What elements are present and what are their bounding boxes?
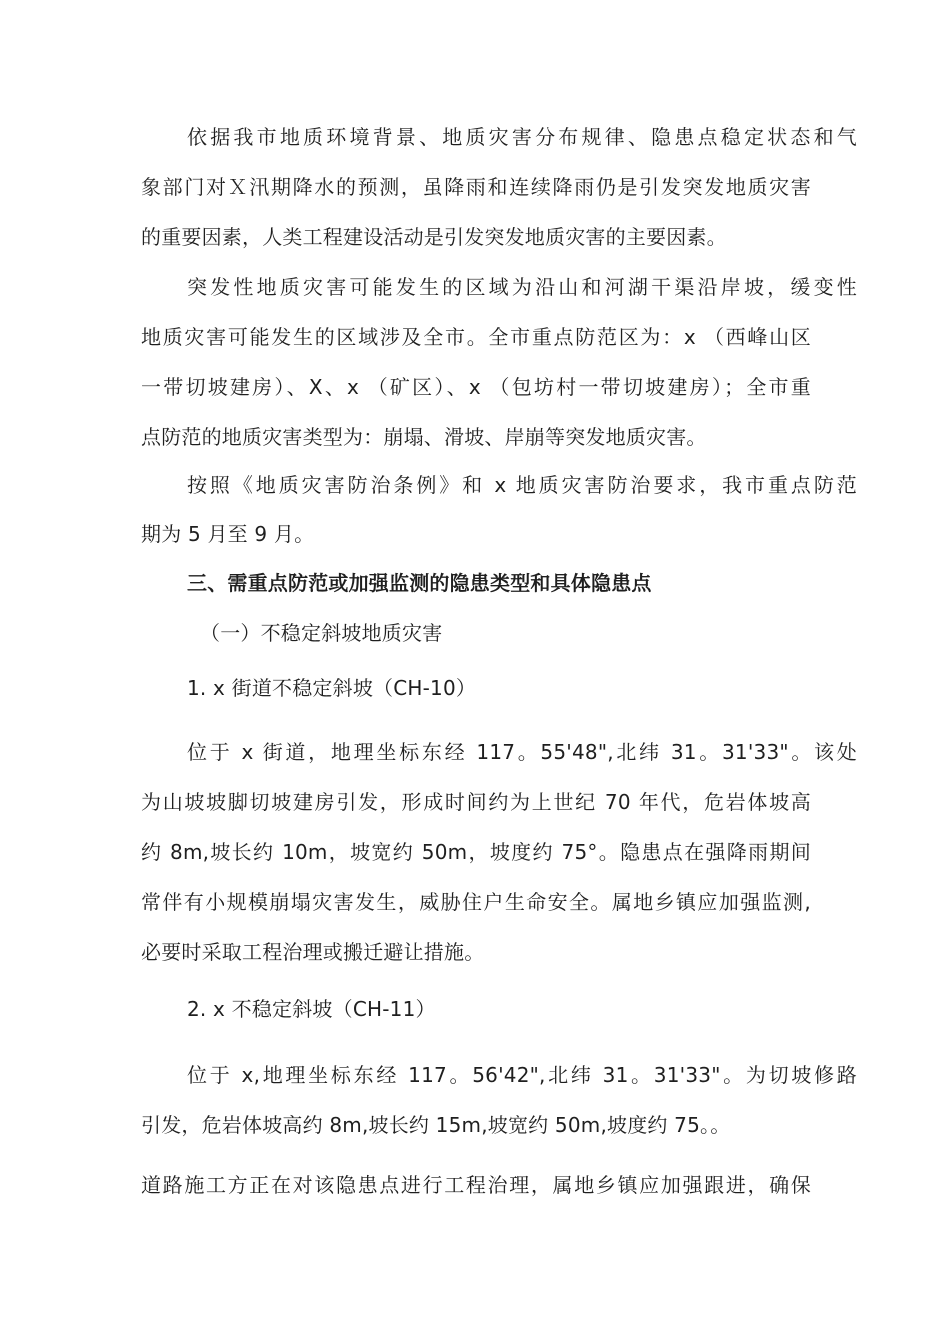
paragraph-3-line-2: 期为 5 月至 9 月。	[141, 522, 315, 546]
item-1-line-5: 必要时采取工程治理或搬迁避让措施。	[141, 940, 485, 964]
subsection-heading: （一）不稳定斜坡地质灾害	[200, 621, 443, 645]
item-2-line-2: 引发，危岩体坡高约 8m,坡长约 15m,坡宽约 50m,坡度约 75。。	[141, 1113, 731, 1137]
paragraph-1-line-2: 象部门对Ｘ汛期降水的预测，虽降雨和连续降雨仍是引发突发地质灾害	[141, 175, 811, 199]
paragraph-2-line-4: 点防范的地质灾害类型为：崩塌、滑坡、岸崩等突发地质灾害。	[141, 425, 707, 449]
paragraph-2-line-1: 突发性地质灾害可能发生的区域为沿山和河湖干渠沿岸坡，缓变性	[187, 275, 857, 299]
item-1-line-2: 为山坡坡脚切坡建房引发，形成时间约为上世纪 70 年代，危岩体坡高	[141, 790, 811, 814]
item-2-line-3: 道路施工方正在对该隐患点进行工程治理，属地乡镇应加强跟进，确保	[141, 1173, 811, 1197]
item-2-heading: 2. x 不稳定斜坡（CH-11）	[187, 997, 436, 1021]
item-1-heading: 1. x 街道不稳定斜坡（CH-10）	[187, 676, 477, 700]
item-2-line-1: 位于 x,地理坐标东经 117。56'42",北纬 31。31'33"。为切坡修路	[187, 1063, 857, 1087]
paragraph-3-line-1: 按照《地质灾害防治条例》和 x 地质灾害防治要求，我市重点防范	[187, 473, 857, 497]
paragraph-2-line-2: 地质灾害可能发生的区域涉及全市。全市重点防范区为：x （西峰山区	[141, 325, 811, 349]
paragraph-1-line-3: 的重要因素，人类工程建设活动是引发突发地质灾害的主要因素。	[141, 225, 727, 249]
paragraph-2-line-3: 一带切坡建房）、X、x （矿区）、x （包坊村一带切坡建房）；全市重	[141, 375, 811, 399]
paragraph-1-line-1: 依据我市地质环境背景、地质灾害分布规律、隐患点稳定状态和气	[187, 125, 857, 149]
item-1-line-4: 常伴有小规模崩塌灾害发生，威胁住户生命安全。属地乡镇应加强监测,	[141, 890, 811, 914]
section-heading: 三、需重点防范或加强监测的隐患类型和具体隐患点	[187, 571, 652, 595]
item-1-line-1: 位于 x 街道，地理坐标东经 117。55'48",北纬 31。31'33"。该处	[187, 740, 857, 764]
item-1-line-3: 约 8m,坡长约 10m，坡宽约 50m，坡度约 75°。隐患点在强降雨期间	[141, 840, 811, 864]
